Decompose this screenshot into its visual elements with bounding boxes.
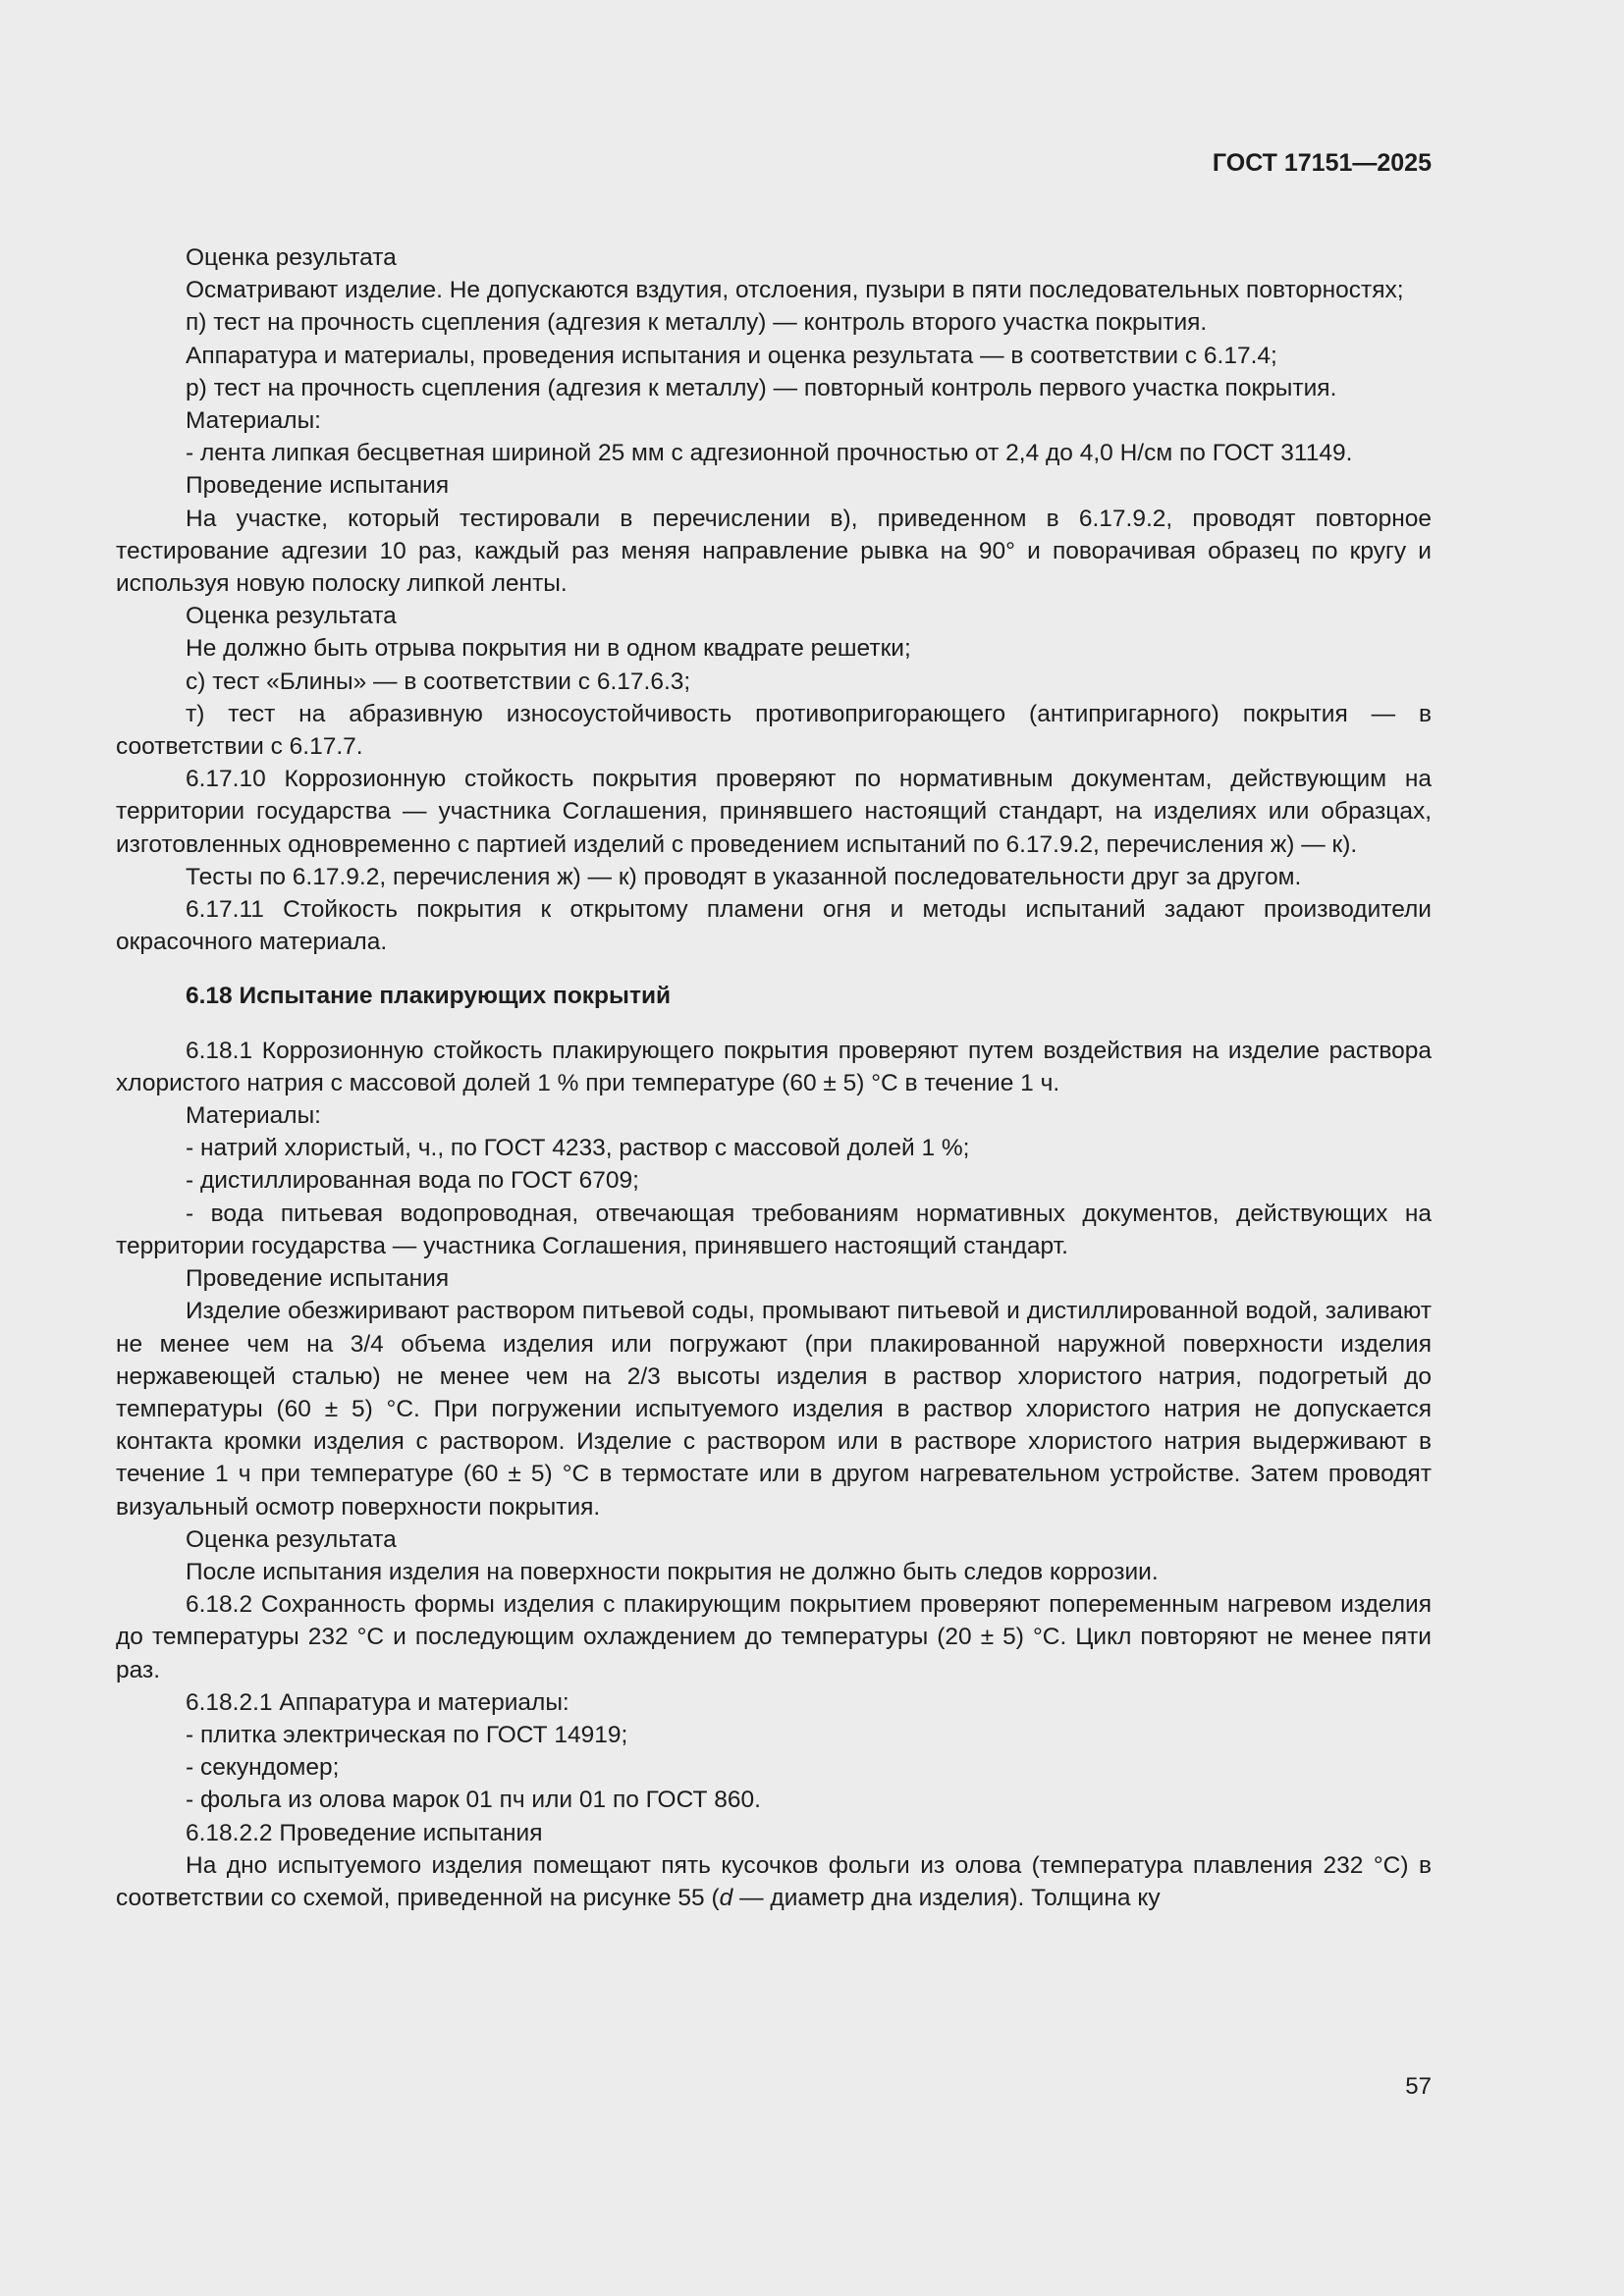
paragraph: Проведение испытания <box>186 1265 450 1293</box>
paragraph: Изделие обезжиривают раствором питьевой соды, промывают питьевой и дистиллированной водой, заливают не менее чем на 3/4 объема изделия или погружают (при плакированной наружной поверхности изделия нержавеющей сталью) не менее чем на 2/3 высоты изделия в раствор хлористого натрия, подогретый до температуры (60 ± 5) °С. При погружении испытуемого изделия в раствор хлористого натрия не допускается контакта кромки изделия с раствором. Изделие с раствором или в растворе хлористого натрия выдерживают в течение 1 ч при температуре (60 ± 5) °С в термостате или в другом нагревательном устройстве. Затем проводят визуальный осмотр поверхности покрытия. <box>116 1298 1432 1521</box>
paragraph: п) тест на прочность сцепления (адгезия к металлу) — контроль второго участка покрытия. <box>186 309 1208 337</box>
list-item: - лента липкая бесцветная шириной 25 мм с адгезионной прочностью от 2,4 до 4,0 Н/см по ГОСТ 31149. <box>186 440 1353 467</box>
paragraph: Не должно быть отрыва покрытия ни в одном квадрате решетки; <box>186 635 911 663</box>
paragraph: Материалы: <box>186 1102 321 1130</box>
section-heading: 6.18 Испытание плакирующих покрытий <box>186 983 672 1010</box>
paragraph: Проведение испытания <box>186 472 450 500</box>
list-item: - секундомер; <box>186 1754 340 1782</box>
list-item: - натрий хлористый, ч., по ГОСТ 4233, раствор с массовой долей 1 %; <box>186 1135 970 1162</box>
paragraph: 6.18.2 Сохранность формы изделия с плакирующим покрытием проверяют попеременным нагревом изделия до температуры 232 °С и последующим охлаждением до температуры (20 ± 5) °С. Цикл повторяют не менее пяти раз. <box>116 1591 1432 1683</box>
paragraph: Оценка результата <box>186 244 397 271</box>
paragraph: 6.18.2.1 Аппаратура и материалы: <box>186 1688 569 1716</box>
text-run: — диаметр дна изделия). Толщина ку <box>732 1884 1161 1911</box>
paragraph: Осматривают изделие. Не допускаются вздутия, отслоения, пузыри в пяти последовательных повторностях; <box>186 277 1404 304</box>
list-item: - вода питьевая водопроводная, отвечающая требованиям нормативных документов, действующих на территории государства — участника Соглашения, принявшего настоящий стандарт. <box>116 1200 1432 1259</box>
italic-symbol: d <box>719 1884 733 1911</box>
paragraph: Аппаратура и материалы, проведения испытания и оценка результата — в соответствии с 6.17.4; <box>186 342 1277 369</box>
paragraph: 6.17.10 Коррозионную стойкость покрытия проверяют по нормативным документам, действующим на территории государства — участника Соглашения, принявшего настоящий стандарт, на изделиях или образцах, изготовленных одновременно с партией изделий с проведением испытаний по 6.17.9.2, перечисления ж) — к). <box>116 766 1432 858</box>
text-run: На дно испытуемого изделия помещают пять кусочков фольги из олова (температура плавления 232 °С) в соответствии со схемой, приведенной на рисунке 55 ( <box>116 1851 1432 1911</box>
list-item: - фольга из олова марок 01 пч или 01 по ГОСТ 860. <box>186 1787 761 1814</box>
paragraph: После испытания изделия на поверхности покрытия не должно быть следов коррозии. <box>186 1558 1159 1585</box>
paragraph: Оценка результата <box>186 603 397 630</box>
list-item: с) тест «Блины» — в соответствии с 6.17.6.3; <box>186 667 691 695</box>
paragraph: Материалы: <box>186 407 321 435</box>
list-item: т) тест на абразивную износоустойчивость противопригорающего (антипригарного) покрытия — в соответствии с 6.17.7. <box>116 700 1432 761</box>
list-item: - дистиллированная вода по ГОСТ 6709; <box>186 1167 639 1195</box>
page-number: 57 <box>1405 2073 1432 2100</box>
paragraph: 6.18.1 Коррозионную стойкость плакирующего покрытия проверяют путем воздействия на изделие раствора хлористого натрия с массовой долей 1 % при температуре (60 ± 5) °С в течение 1 ч. <box>116 1037 1432 1096</box>
paragraph <box>116 1849 1432 1914</box>
paragraph: Тесты по 6.17.9.2, перечисления ж) — к) проводят в указанной последовательности друг за другом. <box>186 863 1302 890</box>
list-item: - плитка электрическая по ГОСТ 14919; <box>186 1721 628 1748</box>
paragraph: 6.17.11 Стойкость покрытия к открытому пламени огня и методы испытаний задают производители окрасочного материала. <box>116 896 1432 956</box>
paragraph: 6.18.2.2 Проведение испытания <box>186 1819 543 1846</box>
document-header: ГОСТ 17151—2025 <box>1212 149 1432 177</box>
paragraph: Оценка результата <box>186 1525 397 1553</box>
paragraph: р) тест на прочность сцепления (адгезия к металлу) — повторный контроль первого участка покрытия. <box>186 374 1337 401</box>
paragraph: На участке, который тестировали в перечислении в), приведенном в 6.17.9.2, проводят повторное тестирование адгезии 10 раз, каждый раз меняя направление рывка на 90° и поворачивая образец по кругу и используя новую полоску липкой ленты. <box>116 505 1432 598</box>
